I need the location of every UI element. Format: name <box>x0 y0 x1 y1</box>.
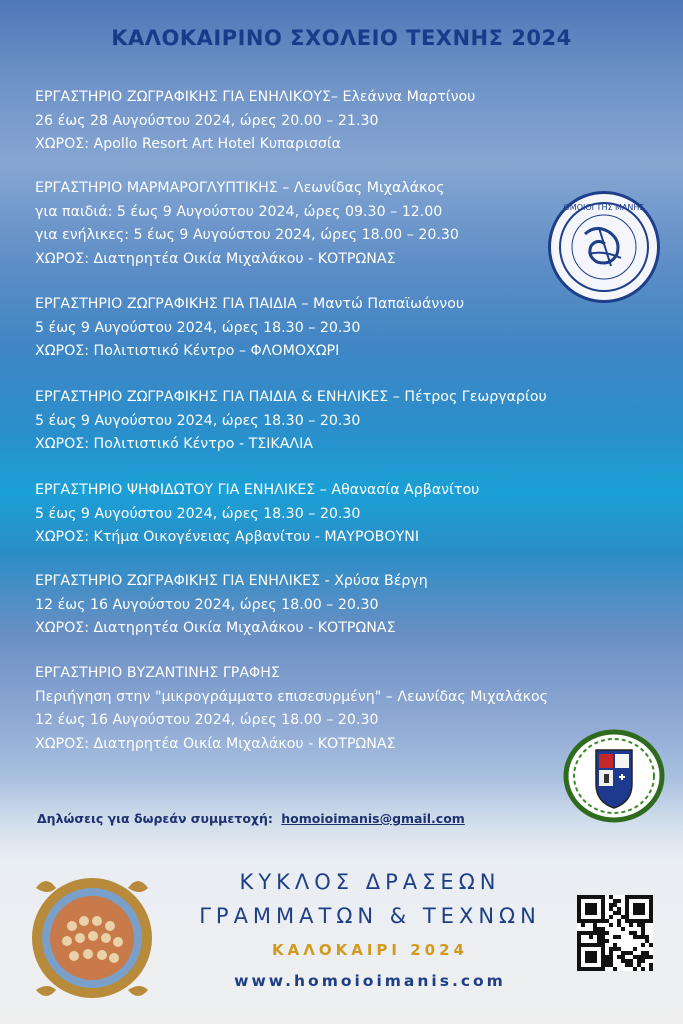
workshop-venue: ΧΩΡΟΣ: Κτήμα Οικογένειας Αρβανίτου - ΜΑΥΡΟΒΟΥΝΙ <box>35 529 420 545</box>
workshop-block <box>35 86 665 157</box>
workshop-instructor: – Λεωνίδας Μιχαλάκος <box>282 180 445 196</box>
workshop-instructor: – Αθανασία Αρβανίτου <box>319 482 480 498</box>
workshop-dates: 12 έως 16 Αυγούστου 2024, ώρες 18.00 – 20.30 <box>35 712 379 728</box>
workshop-heading <box>35 386 665 410</box>
svg-text:ΟΜΟΙΟΙ ΤΗΣ ΜΑΝΗΣ: ΟΜΟΙΟΙ ΤΗΣ ΜΑΝΗΣ <box>563 203 645 212</box>
workshop-title: ΕΡΓΑΣΤΗΡΙΟ ΜΑΡΜΑΡΟΓΛΥΠΤΙΚΗΣ <box>35 180 278 196</box>
workshop-venue: ΧΩΡΟΣ: Πολιτιστικό Κέντρο - ΤΣΙΚΑΛΙΑ <box>35 436 313 452</box>
page-title: ΚΑΛΟΚΑΙΡΙΝΟ ΣΧΟΛΕΙΟ ΤΕΧΝΗΣ 2024 <box>111 26 572 50</box>
workshop-instructor: – Πέτρος Γεωργαρίου <box>392 389 547 405</box>
footer-heading-line2: ΓΡΑΜΜΑΤΩΝ & ΤΕΧΝΩΝ <box>199 904 541 928</box>
municipality-crest-icon <box>562 728 666 824</box>
workshop-instructor: – Μαντώ Παπαϊωάννου <box>301 296 465 312</box>
workshop-instructor: Ελεάννα Μαρτίνου <box>342 89 476 105</box>
workshop-block <box>35 386 665 457</box>
workshop-title: ΕΡΓΑΣΤΗΡΙΟ ΖΩΓΡΑΦΙΚΗΣ ΓΙΑ ΠΑΙΔΙΑ & ΕΝΗΛΙΚΕΣ <box>35 389 389 405</box>
workshop-venue: ΧΩΡΟΣ: Διατηρητέα Οικία Μιχαλάκου - ΚΟΤΡΩΝΑΣ <box>35 620 396 636</box>
workshop-title: ΕΡΓΑΣΤΗΡΙΟ ΖΩΓΡΑΦΙΚΗΣ ΓΙΑ ΕΝΗΛΙΚΟΥΣ– <box>35 89 339 105</box>
workshop-heading <box>35 479 665 503</box>
footer-website-link[interactable]: www.homoioimanis.com <box>234 972 506 990</box>
workshop-dates-adults: για ενήλικες: 5 έως 9 Αυγούστου 2024, ώρες 18.00 – 20.30 <box>35 227 459 243</box>
workshop-venue: ΧΩΡΟΣ: Πολιτιστικό Κέντρο – ΦΛΟΜΟΧΩΡΙ <box>35 343 340 359</box>
footer-season: ΚΑΛΟΚΑΙΡΙ 2024 <box>272 941 468 959</box>
footer-heading-line1: ΚΥΚΛΟΣ ΔΡΑΣΕΩΝ <box>239 870 501 894</box>
workshop-title: ΕΡΓΑΣΤΗΡΙΟ ΖΩΓΡΑΦΙΚΗΣ ΓΙΑ ΠΑΙΔΙΑ <box>35 296 297 312</box>
workshop-dates: 12 έως 16 Αυγούστου 2024, ώρες 18.00 – 20.30 <box>35 596 379 613</box>
workshop-block <box>35 570 665 641</box>
workshop-dates: 26 έως 28 Αυγούστου 2024, ώρες 20.00 – 21.30 <box>35 112 379 129</box>
workshop-dates: 5 έως 9 Αυγούστου 2024, ώρες 18.30 – 20.30 <box>35 505 361 522</box>
workshop-heading <box>35 570 665 594</box>
workshop-dates: 5 έως 9 Αυγούστου 2024, ώρες 18.30 – 20.30 <box>35 412 361 429</box>
workshop-instructor: - Χρύσα Βέργη <box>324 573 428 589</box>
qr-code-icon[interactable] <box>577 895 653 971</box>
workshop-venue: ΧΩΡΟΣ: Apollo Resort Art Hotel Κυπαρισσία <box>35 136 341 152</box>
signup-email-link[interactable]: homoioimanis@gmail.com <box>281 811 465 826</box>
workshop-title: ΕΡΓΑΣΤΗΡΙΟ ΖΩΓΡΑΦΙΚΗΣ ΓΙΑ ΕΝΗΛΙΚΕΣ <box>35 573 321 589</box>
workshop-title: ΕΡΓΑΣΤΗΡΙΟ ΒΥΖΑΝΤΙΝΗΣ ΓΡΑΦΗΣ <box>35 665 280 681</box>
workshop-dates: 5 έως 9 Αυγούστου 2024, ώρες 18.30 – 20.30 <box>35 319 361 336</box>
signup-label: Δηλώσεις για δωρεάν συμμετοχή: <box>37 811 273 826</box>
workshop-heading <box>35 662 665 686</box>
workshop-subtitle: Περιήγηση στην "μικρογράμματο επισεσυρμένη" – Λεωνίδας Μιχαλάκος <box>35 688 548 705</box>
workshop-dates-children: για παιδιά: 5 έως 9 Αυγούστου 2024, ώρες 09.30 – 12.00 <box>35 203 443 220</box>
workshop-title: ΕΡΓΑΣΤΗΡΙΟ ΨΗΦΙΔΩΤΟΥ ΓΙΑ ΕΝΗΛΙΚΕΣ <box>35 482 316 498</box>
workshop-heading <box>35 86 665 110</box>
workshop-venue: ΧΩΡΟΣ: Διατηρητέα Οικία Μιχαλάκου - ΚΟΤΡΩΝΑΣ <box>35 735 396 752</box>
workshop-block <box>35 479 665 550</box>
mosaic-logo-icon <box>22 866 162 1006</box>
signup-line <box>37 811 465 826</box>
workshop-venue: ΧΩΡΟΣ: Διατηρητέα Οικία Μιχαλάκου - ΚΟΤΡΩΝΑΣ <box>35 250 396 267</box>
workshop-block <box>35 293 665 364</box>
club-emblem-icon <box>548 191 660 303</box>
